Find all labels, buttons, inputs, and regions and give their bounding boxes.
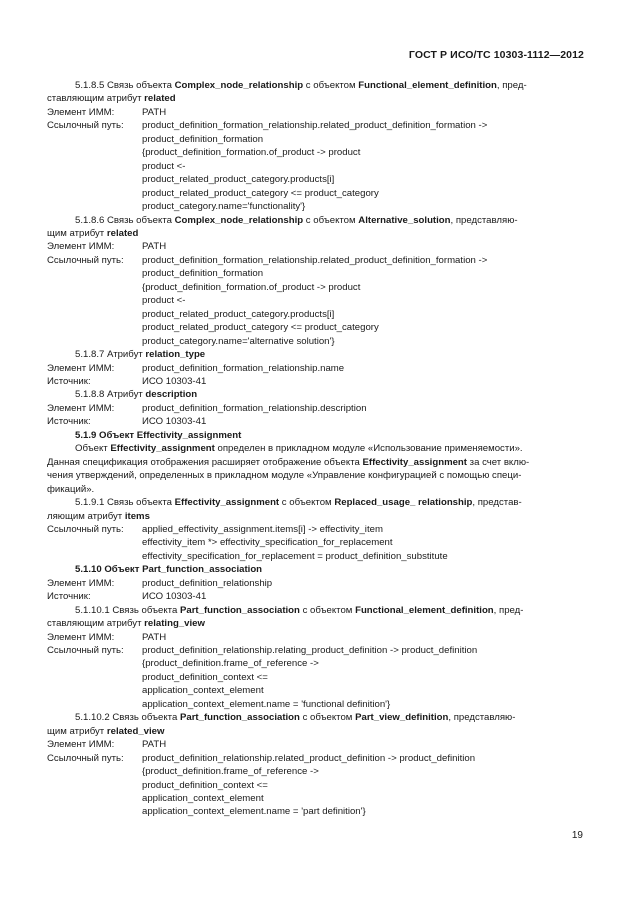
- imm-element-row: Элемент ИММ: PATH: [47, 106, 167, 118]
- ref-path-row: Ссылочный путь: product_definition_relationship.related_product_definition -> product_definition: [47, 752, 476, 764]
- section-5-1-10-2-title: 5.1.10.2 Связь объекта Part_function_association с объектом Part_view_definition, представляю-: [75, 712, 516, 724]
- imm-element-row: Элемент ИММ: PATH: [47, 631, 167, 643]
- ref-path-row: Ссылочный путь: product_definition_relationship.relating_product_definition -> product_definition: [47, 645, 478, 657]
- ref-path-line: product_related_product_category.products[i]: [142, 174, 335, 186]
- section-5-1-10-1-title-cont: ставляющим атрибут relating_view: [47, 618, 205, 630]
- ref-path-line: application_context_element.name = 'part definition'}: [142, 806, 366, 818]
- page-content: [47, 79, 584, 819]
- section-5-1-9-paragraph-cont: Данная спецификация отображения расширяет отображение объекта Effectivity_assignment за счет вклю-: [47, 456, 530, 468]
- section-5-1-8-6-title-cont: щим атрибут related: [47, 227, 139, 239]
- ref-path-row: Ссылочный путь: product_definition_formation_relationship.related_product_definition_formation ->: [47, 254, 488, 266]
- ref-path-line: {product_definition.frame_of_reference ->: [142, 658, 319, 670]
- imm-element-row: Элемент ИММ: product_definition_relationship: [47, 577, 273, 589]
- section-5-1-8-5-title: 5.1.8.5 Связь объекта Complex_node_relationship с объектом Functional_element_definition, пред-: [75, 80, 527, 91]
- section-5-1-9-1-title: 5.1.9.1 Связь объекта Effectivity_assignment с объектом Replaced_usage_ relationship, представ-: [75, 497, 522, 509]
- page-header: ГОСТ Р ИСО/ТС 10303-1112—2012: [408, 49, 584, 61]
- ref-path-line: {product_definition_formation.of_product -> product: [142, 281, 361, 293]
- ref-path-line: product_definition_formation: [142, 268, 264, 280]
- section-5-1-10-1-title: 5.1.10.1 Связь объекта Part_function_association с объектом Functional_element_definition, пред-: [75, 604, 524, 616]
- section-5-1-8-5-title-cont: ставляющим атрибут related: [47, 93, 176, 105]
- ref-path-line: effectivity_item *> effectivity_specification_for_replacement: [142, 537, 393, 549]
- source-row: Источник: ИСО 10303-41: [47, 375, 207, 387]
- ref-path-line: application_context_element.name = 'functional definition'}: [142, 698, 391, 710]
- ref-path-line: product_definition_formation: [142, 133, 264, 145]
- ref-path-line: {product_definition.frame_of_reference ->: [142, 766, 319, 778]
- ref-path-line: product <-: [142, 295, 186, 307]
- ref-path-line: {product_definition_formation.of_product -> product: [142, 147, 361, 159]
- ref-path-line: application_context_element: [142, 685, 264, 697]
- ref-path-line: product_category.name='functionality'}: [142, 201, 306, 213]
- ref-path-line: product_related_product_category <= product_category: [142, 187, 379, 199]
- section-5-1-9-paragraph-cont: чения утверждений, определенных в прикладном модуле «Управление конфигурацией с помощью специ-: [47, 470, 522, 482]
- ref-path-line: product_definition_context <=: [142, 671, 268, 683]
- section-5-1-9-heading: 5.1.9 Объект Effectivity_assignment: [75, 429, 242, 441]
- ref-path-line: application_context_element: [142, 793, 264, 805]
- section-5-1-10-2-title-cont: щим атрибут related_view: [47, 725, 165, 737]
- ref-path-line: product_category.name='alternative solution'}: [142, 335, 335, 347]
- ref-path-line: effectivity_specification_for_replacement = product_definition_substitute: [142, 550, 448, 562]
- ref-path-line: product <-: [142, 160, 186, 172]
- ref-path-line: product_definition_context <=: [142, 779, 268, 791]
- ref-path-line: product_related_product_category.products[i]: [142, 308, 335, 320]
- ref-path-row: Ссылочный путь: applied_effectivity_assignment.items[i] -> effectivity_item: [47, 523, 383, 535]
- ref-path-row: Ссылочный путь: product_definition_formation_relationship.related_product_definition_formation ->: [47, 120, 488, 132]
- imm-element-row: Элемент ИММ: PATH: [47, 739, 167, 751]
- source-row: Источник: ИСО 10303-41: [47, 416, 207, 428]
- imm-element-row: Элемент ИММ: product_definition_formation_relationship.description: [47, 402, 367, 414]
- imm-element-row: Элемент ИММ: PATH: [47, 241, 167, 253]
- section-5-1-8-6-title: 5.1.8.6 Связь объекта Complex_node_relationship с объектом Alternative_solution, представляю-: [75, 214, 518, 226]
- section-5-1-10-heading: 5.1.10 Объект Part_function_association: [75, 564, 263, 576]
- section-5-1-9-paragraph: Объект Effectivity_assignment определен в прикладном модуле «Использование применяемости».: [75, 443, 523, 455]
- page-number: 19: [571, 830, 583, 841]
- section-5-1-9-1-title-cont: ляющим атрибут items: [47, 510, 150, 522]
- source-row: Источник: ИСО 10303-41: [47, 591, 207, 603]
- imm-element-row: Элемент ИММ: product_definition_formation_relationship.name: [47, 362, 345, 374]
- section-5-1-8-7-title: 5.1.8.7 Атрибут relation_type: [75, 349, 206, 361]
- section-5-1-9-paragraph-cont: фикаций».: [47, 483, 95, 495]
- section-5-1-8-8-title: 5.1.8.8 Атрибут description: [75, 389, 198, 401]
- ref-path-line: product_related_product_category <= product_category: [142, 322, 379, 334]
